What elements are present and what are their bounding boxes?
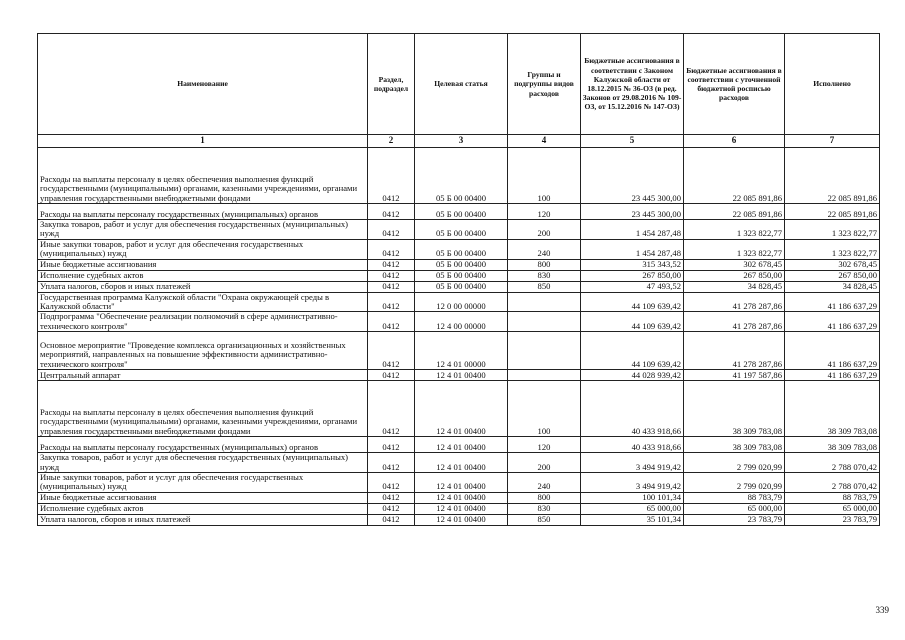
table-cell-refined: 34 828,45 <box>684 281 785 292</box>
table-cell-refined: 1 323 822,77 <box>684 239 785 259</box>
table-cell-approved: 65 000,00 <box>581 503 684 514</box>
table-row <box>38 292 880 312</box>
budget-execution-table <box>37 33 880 526</box>
table-cell-executed: 38 309 783,08 <box>785 437 880 453</box>
table-cell-approved: 1 454 287,48 <box>581 220 684 240</box>
table-cell-section: 0412 <box>368 503 415 514</box>
table-row <box>38 453 880 473</box>
table-cell-executed: 41 186 637,29 <box>785 312 880 332</box>
table-cell-name: Закупка товаров, работ и услуг для обеспечения государственных (муниципальных) нужд <box>38 453 368 473</box>
table-row <box>38 259 880 270</box>
table-cell-name: Иные бюджетные ассигнования <box>38 259 368 270</box>
table-cell-target-article: 05 Б 00 00400 <box>415 281 508 292</box>
table-cell-target-article: 12 4 01 00400 <box>415 492 508 503</box>
table-cell-executed: 41 186 637,29 <box>785 292 880 312</box>
table-cell-name: Основное мероприятие "Проведение комплекса организационных и хозяйственных мероприятий, направленных на повышение эффективности административно-технического контроля" <box>38 332 368 370</box>
table-cell-executed: 88 783,79 <box>785 492 880 503</box>
table-cell-section: 0412 <box>368 239 415 259</box>
table-cell-section: 0412 <box>368 220 415 240</box>
table-cell-refined: 22 085 891,86 <box>684 204 785 220</box>
table-cell-executed: 1 323 822,77 <box>785 220 880 240</box>
table-cell-section: 0412 <box>368 292 415 312</box>
table-cell-approved: 44 028 939,42 <box>581 370 684 381</box>
table-cell-approved: 44 109 639,42 <box>581 292 684 312</box>
column-number: 7 <box>785 135 880 148</box>
table-cell-executed: 1 323 822,77 <box>785 239 880 259</box>
table-row <box>38 148 880 204</box>
table-cell-executed: 2 788 070,42 <box>785 453 880 473</box>
table-cell-refined: 2 799 020,99 <box>684 473 785 493</box>
header-expense-groups: Группы и подгруппы видов расходов <box>508 34 581 135</box>
table-cell-executed: 22 085 891,86 <box>785 204 880 220</box>
table-cell-target-article: 05 Б 00 00400 <box>415 259 508 270</box>
header-refined-allocations: Бюджетные ассигнования в соответствии с уточненной бюджетной росписью расходов <box>684 34 785 135</box>
table-cell-target-article: 12 4 01 00400 <box>415 437 508 453</box>
table-cell-section: 0412 <box>368 332 415 370</box>
table-cell-expense-group: 800 <box>508 492 581 503</box>
table-cell-expense-group: 120 <box>508 204 581 220</box>
table-row <box>38 270 880 281</box>
table-cell-refined: 2 799 020,99 <box>684 453 785 473</box>
table-cell-approved: 44 109 639,42 <box>581 312 684 332</box>
table-cell-name: Центральный аппарат <box>38 370 368 381</box>
table-cell-executed: 65 000,00 <box>785 503 880 514</box>
table-cell-refined: 1 323 822,77 <box>684 220 785 240</box>
table-cell-refined: 88 783,79 <box>684 492 785 503</box>
table-cell-refined: 38 309 783,08 <box>684 437 785 453</box>
table-row <box>38 492 880 503</box>
table-cell-executed: 38 309 783,08 <box>785 381 880 437</box>
table-cell-target-article: 12 4 01 00000 <box>415 332 508 370</box>
table-cell-expense-group: 850 <box>508 281 581 292</box>
table-row <box>38 332 880 370</box>
table-cell-name: Исполнение судебных актов <box>38 503 368 514</box>
table-cell-expense-group <box>508 370 581 381</box>
table-cell-section: 0412 <box>368 259 415 270</box>
table-cell-expense-group <box>508 332 581 370</box>
table-row <box>38 281 880 292</box>
table-cell-target-article: 12 4 01 00400 <box>415 503 508 514</box>
table-cell-target-article: 05 Б 00 00400 <box>415 148 508 204</box>
table-cell-section: 0412 <box>368 204 415 220</box>
column-number: 5 <box>581 135 684 148</box>
table-cell-name: Государственная программа Калужской области "Охрана окружающей среды в Калужской области" <box>38 292 368 312</box>
table-cell-approved: 1 454 287,48 <box>581 239 684 259</box>
header-target-article: Целевая статья <box>415 34 508 135</box>
header-executed: Исполнено <box>785 34 880 135</box>
table-cell-section: 0412 <box>368 281 415 292</box>
table-cell-name: Исполнение судебных актов <box>38 270 368 281</box>
table-cell-expense-group <box>508 292 581 312</box>
table-cell-executed: 41 186 637,29 <box>785 332 880 370</box>
header-section: Раздел, подраздел <box>368 34 415 135</box>
table-cell-target-article: 05 Б 00 00400 <box>415 204 508 220</box>
table-cell-expense-group: 100 <box>508 381 581 437</box>
table-cell-section: 0412 <box>368 514 415 525</box>
table-cell-refined: 41 278 287,86 <box>684 312 785 332</box>
table-cell-name: Расходы на выплаты персоналу государственных (муниципальных) органов <box>38 437 368 453</box>
table-cell-refined: 23 783,79 <box>684 514 785 525</box>
table-row <box>38 503 880 514</box>
table-cell-refined: 302 678,45 <box>684 259 785 270</box>
table-cell-target-article: 12 4 01 00400 <box>415 514 508 525</box>
table-cell-refined: 22 085 891,86 <box>684 148 785 204</box>
table-cell-name: Иные закупки товаров, работ и услуг для обеспечения государственных (муниципальных) нужд <box>38 473 368 493</box>
column-number: 4 <box>508 135 581 148</box>
table-cell-expense-group: 120 <box>508 437 581 453</box>
table-cell-target-article: 12 0 00 00000 <box>415 292 508 312</box>
table-cell-approved: 35 101,34 <box>581 514 684 525</box>
table-cell-expense-group: 200 <box>508 220 581 240</box>
table-cell-refined: 41 278 287,86 <box>684 292 785 312</box>
table-row <box>38 239 880 259</box>
table-cell-refined: 41 278 287,86 <box>684 332 785 370</box>
table-cell-section: 0412 <box>368 270 415 281</box>
table-cell-executed: 302 678,45 <box>785 259 880 270</box>
table-row <box>38 514 880 525</box>
table-cell-approved: 267 850,00 <box>581 270 684 281</box>
table-cell-target-article: 05 Б 00 00400 <box>415 270 508 281</box>
table-cell-target-article: 05 Б 00 00400 <box>415 220 508 240</box>
table-cell-approved: 23 445 300,00 <box>581 148 684 204</box>
table-cell-approved: 40 433 918,66 <box>581 437 684 453</box>
table-cell-name: Иные закупки товаров, работ и услуг для обеспечения государственных (муниципальных) нужд <box>38 239 368 259</box>
table-cell-section: 0412 <box>368 453 415 473</box>
table-row <box>38 312 880 332</box>
header-name: Наименование <box>38 34 368 135</box>
table-cell-target-article: 12 4 01 00400 <box>415 381 508 437</box>
table-cell-approved: 3 494 919,42 <box>581 473 684 493</box>
table-cell-section: 0412 <box>368 437 415 453</box>
table-cell-section: 0412 <box>368 381 415 437</box>
column-number: 2 <box>368 135 415 148</box>
column-number: 1 <box>38 135 368 148</box>
column-number-row <box>38 135 880 148</box>
table-cell-expense-group: 830 <box>508 503 581 514</box>
header-approved-allocations: Бюджетные ассигнования в соответствии с Законом Калужской области от 18.12.2015 № 36-ОЗ (в ред. Законов от 29.08.2016 № 109-ОЗ, от 15.12.2016 № 147-ОЗ) <box>581 34 684 135</box>
table-row <box>38 204 880 220</box>
table-cell-expense-group <box>508 312 581 332</box>
table-header-row <box>38 34 880 135</box>
table-cell-refined: 41 197 587,86 <box>684 370 785 381</box>
table-cell-name: Уплата налогов, сборов и иных платежей <box>38 281 368 292</box>
table-cell-name: Закупка товаров, работ и услуг для обеспечения государственных (муниципальных) нужд <box>38 220 368 240</box>
table-cell-executed: 267 850,00 <box>785 270 880 281</box>
table-cell-refined: 38 309 783,08 <box>684 381 785 437</box>
table-cell-expense-group: 100 <box>508 148 581 204</box>
table-cell-executed: 22 085 891,86 <box>785 148 880 204</box>
page-number: 339 <box>875 605 889 615</box>
table-cell-expense-group: 200 <box>508 453 581 473</box>
table-cell-approved: 47 493,52 <box>581 281 684 292</box>
table-cell-approved: 3 494 919,42 <box>581 453 684 473</box>
table-cell-expense-group: 240 <box>508 239 581 259</box>
table-cell-executed: 23 783,79 <box>785 514 880 525</box>
table-cell-target-article: 12 4 01 00400 <box>415 453 508 473</box>
table-cell-target-article: 12 4 00 00000 <box>415 312 508 332</box>
table-row <box>38 437 880 453</box>
table-cell-approved: 44 109 639,42 <box>581 332 684 370</box>
table-cell-name: Расходы на выплаты персоналу в целях обеспечения выполнения функций государственными (муниципальными) органами, казенными учреждениями, органами управления государственными внебюджетными фондами <box>38 381 368 437</box>
table-cell-target-article: 12 4 01 00400 <box>415 473 508 493</box>
table-cell-name: Подпрограмма "Обеспечение реализации полномочий в сфере административно-технического контроля" <box>38 312 368 332</box>
table-cell-executed: 41 186 637,29 <box>785 370 880 381</box>
table-cell-executed: 34 828,45 <box>785 281 880 292</box>
table-row <box>38 370 880 381</box>
table-cell-approved: 100 101,34 <box>581 492 684 503</box>
table-cell-target-article: 12 4 01 00400 <box>415 370 508 381</box>
table-cell-approved: 315 343,52 <box>581 259 684 270</box>
table-cell-expense-group: 800 <box>508 259 581 270</box>
table-cell-name: Уплата налогов, сборов и иных платежей <box>38 514 368 525</box>
table-cell-section: 0412 <box>368 492 415 503</box>
table-cell-section: 0412 <box>368 370 415 381</box>
table-cell-target-article: 05 Б 00 00400 <box>415 239 508 259</box>
column-number: 6 <box>684 135 785 148</box>
table-cell-name: Расходы на выплаты персоналу государственных (муниципальных) органов <box>38 204 368 220</box>
table-row <box>38 220 880 240</box>
table-cell-expense-group: 830 <box>508 270 581 281</box>
table-cell-section: 0412 <box>368 473 415 493</box>
table-cell-expense-group: 240 <box>508 473 581 493</box>
column-number: 3 <box>415 135 508 148</box>
table-cell-approved: 23 445 300,00 <box>581 204 684 220</box>
table-cell-section: 0412 <box>368 148 415 204</box>
table-row <box>38 473 880 493</box>
table-cell-refined: 65 000,00 <box>684 503 785 514</box>
table-cell-approved: 40 433 918,66 <box>581 381 684 437</box>
table-cell-refined: 267 850,00 <box>684 270 785 281</box>
table-cell-expense-group: 850 <box>508 514 581 525</box>
table-row <box>38 381 880 437</box>
table-cell-name: Иные бюджетные ассигнования <box>38 492 368 503</box>
table-cell-executed: 2 788 070,42 <box>785 473 880 493</box>
table-cell-section: 0412 <box>368 312 415 332</box>
table-cell-name: Расходы на выплаты персоналу в целях обеспечения выполнения функций государственными (муниципальными) органами, казенными учреждениями, органами управления государственными внебюджетными фондами <box>38 148 368 204</box>
